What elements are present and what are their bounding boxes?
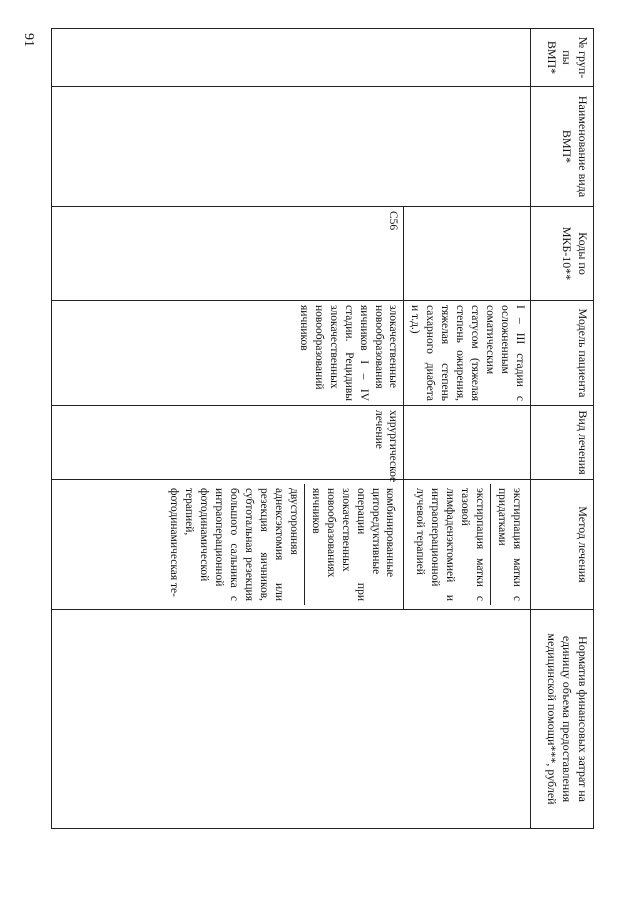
table-row: [404, 29, 531, 829]
cell-model: I – III стадии с осложненным соматическим статусом (тяжелая степень ожирения, тяжелая степень сахарного диабета и т.д.): [404, 301, 531, 406]
cell-kind: [404, 406, 531, 480]
cell-group: [52, 29, 531, 87]
method-item: экстирпация матки с придатками: [496, 488, 523, 601]
method-item: комбинированные циторедуктивные операции при злокачественных новообразованиях яичников: [309, 488, 397, 601]
header-norm: Норматив финансовых затрат на единицу объема предоставления медицинской помощи***, рублей: [531, 610, 594, 829]
page-number-text: 91: [21, 33, 36, 47]
header-row: [531, 29, 594, 829]
cell-methods: [52, 480, 405, 610]
cell-norm: [52, 610, 531, 829]
header-model: Модель пациента: [531, 301, 594, 406]
methods-list: [409, 484, 527, 605]
header-kind: Вид лечения: [531, 406, 594, 480]
cell-codes: C56: [52, 207, 405, 301]
cell-kind: хирургическое лечение: [52, 406, 405, 480]
cell-name: [52, 87, 531, 207]
header-codes: Коды по МКБ-10**: [531, 207, 594, 301]
rotated-table-container: [51, 28, 594, 828]
cell-methods: [404, 480, 531, 610]
method-item: двусторонняя аднексэктомия или резекция яичников, субтотальная резекция большого сальника с интраоперационной фотодинамической терапией, фотодинамическая те-: [163, 484, 304, 605]
method-item: экстирпация матки с тазовой лимфаденэктомией и интраоперационной лучевой терапией: [409, 484, 490, 605]
cell-model: злокачественные новообразования яичников I – IV стадии. Рецидивы злокачественных новообразований яичников: [52, 301, 405, 406]
header-name: Наименование вида ВМП*: [531, 87, 594, 207]
page-number: [18, 24, 38, 56]
header-group: № груп-пы ВМП*: [531, 29, 594, 87]
methods-list: [163, 484, 400, 605]
cell-codes: [404, 207, 531, 301]
vmp-table: [51, 28, 594, 829]
header-method: Метод лечения: [531, 480, 594, 610]
